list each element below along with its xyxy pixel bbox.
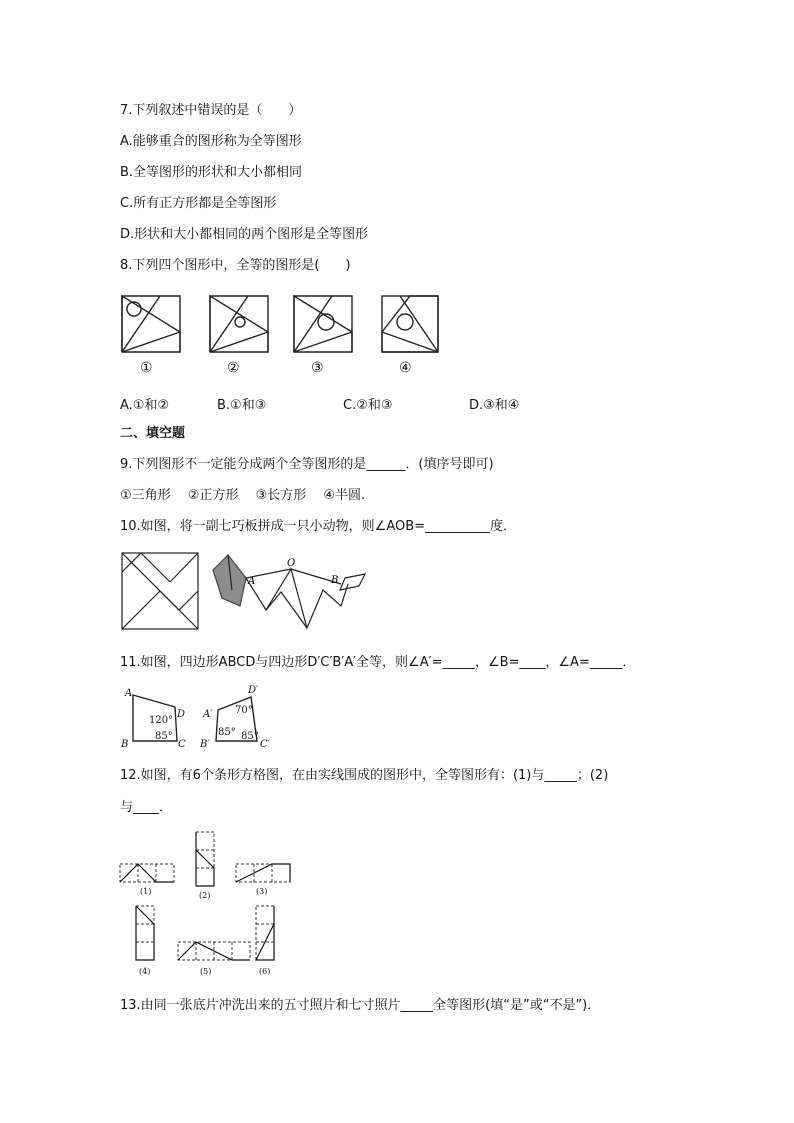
q7-option-a: A.能够重合的图形称为全等图形 [120, 134, 302, 149]
section-title: 二、填空题 [120, 426, 186, 441]
q11-right-d: D′ [248, 685, 259, 696]
q11-right-a: A′ [203, 709, 213, 720]
q12-stem-line2: 与____． [120, 800, 173, 815]
q7-option-b: B.全等图形的形状和大小都相同 [120, 165, 303, 180]
q11-right-angle-c: 85° [241, 731, 259, 742]
q12-figure-3 [236, 864, 290, 882]
q8-stem: 8.下列四个图形中，全等的图形是( ) [120, 258, 351, 273]
q10-figure [118, 550, 378, 634]
q9-choices: ①三角形 ②正方形 ③长方形 ④半圆. [120, 488, 366, 503]
q11-left-a: A [125, 688, 133, 699]
q11-left-d: D [177, 709, 186, 720]
q10-label-a: A [248, 576, 256, 587]
q7-option-c: C.所有正方形都是全等图形 [120, 196, 277, 211]
q8-figure-label-4: ④ [399, 360, 412, 376]
q11-right-angle-d: 70° [235, 705, 253, 716]
q11-right-c: C′ [260, 739, 270, 750]
q12-figure-4 [136, 906, 154, 960]
q12-figures [116, 828, 296, 983]
q10-label-b: B [331, 575, 339, 586]
q8-option-d: D.③和④ [469, 398, 520, 413]
q11-stem: 11.如图，四边形ABCD与四边形D′C′B′A′全等，则∠A′=_____，∠B=____，∠A=_____． [120, 655, 636, 670]
q12-figure-label-6: (6) [259, 967, 271, 976]
q12-figure-label-2: (2) [199, 891, 211, 900]
q9-stem: 9.下列图形不一定能分成两个全等图形的是______．(填序号即可) [120, 457, 494, 472]
q11-figure [117, 683, 287, 751]
q11-right-angle-b: 85° [218, 727, 236, 738]
q12-figure-6 [256, 906, 274, 960]
q8-option-a: A.①和② [120, 398, 170, 413]
q8-option-c: C.②和③ [343, 398, 393, 413]
q11-left-c: C [178, 739, 186, 750]
q12-figure-label-4: (4) [139, 967, 151, 976]
q8-figure-1 [122, 296, 180, 352]
q7-option-d: D.形状和大小都相同的两个图形是全等图形 [120, 227, 369, 242]
q12-figure-label-5: (5) [200, 967, 212, 976]
q11-left-b: B [121, 739, 129, 750]
q8-figure-2 [210, 296, 268, 352]
q8-figure-label-2: ② [227, 360, 240, 376]
q12-figure-label-3: (3) [256, 887, 268, 896]
q10-label-o: O [287, 558, 296, 569]
q12-stem-line1: 12.如图，有6个条形方格图，在由实线围成的图形中，全等图形有：(1)与_____；(2) [120, 768, 609, 783]
q8-figure-4 [382, 296, 438, 352]
q8-figure-3 [294, 296, 352, 352]
q8-figure-label-1: ① [140, 360, 153, 376]
q12-figure-label-1: (1) [140, 887, 152, 896]
q13-stem: 13.由同一张底片冲洗出来的五寸照片和七寸照片_____全等图形(填“是”或“不是”)． [120, 998, 601, 1013]
q7-stem: 7.下列叙述中错误的是（ ） [120, 103, 302, 118]
q10-stem: 10.如图，将一副七巧板拼成一只小动物，则∠AOB=__________度． [120, 519, 517, 534]
q11-left-angle-c: 85° [155, 731, 173, 742]
q11-right-b: B′ [200, 739, 210, 750]
q11-left-angle-d: 120° [149, 715, 174, 726]
q8-option-b: B.①和③ [217, 398, 267, 413]
q8-figure-label-3: ③ [311, 360, 324, 376]
